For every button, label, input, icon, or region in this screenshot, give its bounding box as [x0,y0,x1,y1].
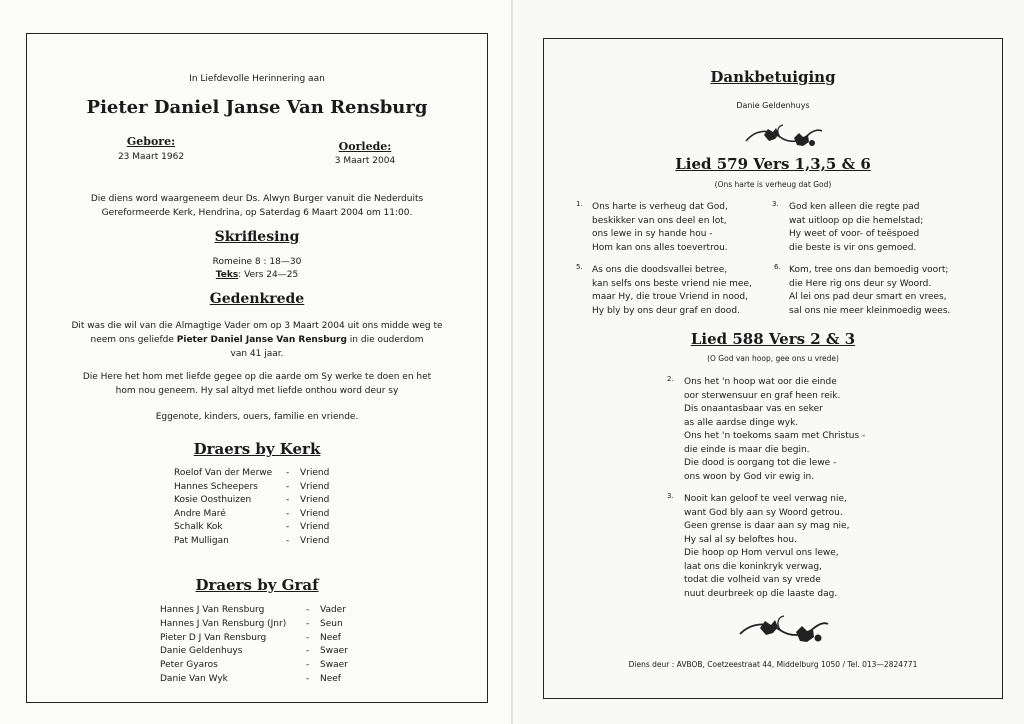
bearer-dash: - [286,508,290,519]
memorial-line-5: hom nou geneem. Hy sal altyd met liefde onthou word deur sy [115,386,399,396]
bearer-dash: - [306,632,310,643]
hymn1-verse-3 [789,201,923,255]
bearer-role: Swaer [320,660,348,671]
verse-line: oor sterwensuur en graf heen reik. [684,390,841,401]
verse-line: Ons harte is verheug dat God, [592,202,728,212]
bearer-row [174,482,329,496]
bearer-name: Andre Maré [174,508,226,519]
bearer-role: Vader [320,605,346,615]
bearer-role: Vriend [300,535,330,546]
service-line-2: Gereformeerde Kerk, Hendrina, op Saterdag 6 Maart 2004 om 11:00. [101,208,413,218]
bearer-name: Hannes Scheepers [174,481,258,492]
died-label: Oorlede: [338,140,392,153]
hymn1-verse-5 [592,264,752,318]
bearer-row [160,605,348,619]
bearer-name: Hannes J Van Rensburg [160,605,265,615]
text-verse-line [26,270,488,280]
bearer-role: Vriend [300,481,330,492]
bearer-name: Peter Gyaros [160,660,218,671]
bearer-row [174,509,329,523]
memorial-line-3: van 41 jaar. [230,349,284,359]
verse-line: as alle aardse dinge wyk. [684,417,799,428]
memorial-line-2-post: in die ouderdom [346,335,424,345]
verse-line: die Here rig ons deur sy Woord. [789,278,932,289]
vine-ornament-icon [742,121,826,149]
verse-line: nuut deurbreek op die laaste dag. [684,588,838,599]
hymn2-subtitle: (O God van hoop, gee ons u vrede) [707,354,839,363]
verse-line: Geen grense is daar aan sy mag nie, [684,521,850,531]
bearer-dash: - [286,468,290,478]
bearer-name: Kosie Oosthuizen [174,495,252,505]
verse-line: Hy bly by ons deur graf en dood. [592,305,740,316]
verse-line: todat die volheid van sy vrede [684,575,821,585]
bearer-dash: - [286,535,290,546]
bearer-dash: - [306,605,310,615]
bearer-role: Vriend [300,508,330,519]
verse-line: kan selfs ons beste vriend nie mee, [592,278,752,289]
hymn1-verse-6 [789,264,950,318]
verse-line: Die dood is oorgang tot die lewe - [684,458,837,468]
verse-line: As ons die doodsvallei betree, [592,265,728,275]
bearer-row [160,633,348,647]
born-label: Gebore: [126,135,176,148]
memorial-line-6: Eggenote, kinders, ouers, familie en vriende. [155,412,359,422]
bearer-dash: - [286,481,290,492]
text-value: : Vers 24—25 [238,270,299,280]
memorial-line-2 [26,335,488,345]
hymn1-subtitle: (Ons harte is verheug dat God) [714,180,832,189]
memorial-line-4: Die Here het hom met liefde gegee op die aarde om Sy werke te doen en het [82,372,432,382]
bearer-dash: - [306,646,310,657]
hymn1-title: Lied 579 Vers 1,3,5 & 6 [675,155,871,173]
text-label: Teks [215,270,239,280]
bearer-row [174,522,329,536]
verse-number: 2. [667,375,674,383]
thanks-name: Danie Geldenhuys [736,101,810,110]
bearer-role: Vriend [300,522,330,532]
hymn2-verse-3 [684,493,849,601]
bearer-name: Pieter D J Van Rensburg [160,632,267,643]
bearer-row [160,646,348,660]
bearer-row [174,468,329,482]
verse-line: ons lewe in sy hande hou - [592,229,713,239]
bearer-role: Swaer [320,646,348,657]
hymn1-verse-1 [592,201,728,255]
bearer-dash: - [306,660,310,671]
verse-line: laat ons die koninkryk verwag, [684,561,822,572]
bearer-row [160,660,348,674]
verse-line: Hy sal al sy beloftes hou. [684,534,797,545]
verse-number: 5. [576,263,583,271]
bearer-row [174,536,329,550]
verse-line: maar Hy, die troue Vriend in nood, [592,292,748,302]
memorial-line-1: Dit was die wil van die Almagtige Vader om op 3 Maart 2004 uit ons midde weg te [71,321,443,331]
verse-line: die beste is vir ons gemoed. [789,242,917,253]
bearer-dash: - [306,618,310,629]
bearer-row [160,674,348,688]
service-line-1: Die diens word waargeneem deur Ds. Alwyn Burger vanuit die Nederduits [90,194,424,204]
verse-line: beskikker van ons deel en lot, [592,215,727,226]
verse-line: wat uitloop op die hemelstad; [789,215,924,226]
died-date: 3 Maart 2004 [334,156,396,166]
verse-line: Ons het 'n hoop wat oor die einde [684,377,837,387]
bearer-name: Danie Geldenhuys [160,646,243,657]
verse-line: God ken alleen die regte pad [789,202,920,212]
memorial-name-bold: Pieter Daniel Janse Van Rensburg [176,335,347,345]
bearer-dash: - [286,522,290,532]
bearer-name: Danie Van Wyk [160,673,228,684]
bearer-dash: - [286,495,290,505]
church-bearers-heading: Draers by Kerk [193,440,321,458]
verse-line: want God bly aan sy Woord getrou. [684,507,843,518]
reading-text: Romeine 8 : 18—30 [212,257,302,267]
verse-number: 1. [576,200,583,208]
reading-heading: Skriflesing [214,229,300,245]
footer-text: Diens deur : AVBOB, Coetzeestraat 44, Middelburg 1050 / Tel. 013—2824771 [628,660,918,669]
verse-line: Ons het 'n toekoms saam met Christus - [684,431,866,441]
bearer-role: Vriend [300,468,330,478]
verse-line: Die hoop op Hom vervul ons lewe, [684,548,839,558]
verse-number: 3. [667,492,674,500]
verse-line: Kom, tree ons dan bemoedig voort; [789,265,949,275]
intro-text: In Liefdevolle Herinnering aan [189,74,325,84]
hymn2-title: Lied 588 Vers 2 & 3 [690,330,856,348]
bearer-row [160,619,348,633]
deceased-name: Pieter Daniel Janse Van Rensburg [86,97,428,118]
verse-line: Hy weet of voor- of teëspoed [789,229,920,239]
hymn2-verse-2 [684,376,865,484]
page-fold [511,0,513,724]
memorial-heading: Gedenkrede [209,291,305,307]
verse-line: Nooit kan geloof te veel verwag nie, [684,494,847,504]
verse-line: Al lei ons pad deur smart en vrees, [789,292,947,302]
verse-number: 6. [774,263,781,271]
bearer-row [174,495,329,509]
memorial-line-2-pre: neem ons geliefde [90,335,177,345]
born-date: 23 Maart 1962 [117,152,185,162]
verse-number: 3. [772,200,779,208]
verse-line: sal ons nie meer kleinmoedig wees. [789,305,951,316]
thanks-heading: Dankbetuiging [710,68,836,86]
grave-bearers-heading: Draers by Graf [195,576,319,594]
bearer-name: Schalk Kok [174,522,223,532]
church-bearers-list [174,468,329,549]
bearer-role: Seun [320,618,343,629]
bearer-name: Pat Mulligan [174,535,229,546]
verse-line: die einde is maar die begin. [684,444,810,455]
verse-line: ons woon by God vir ewig in. [684,471,815,482]
bearer-role: Vriend [300,495,330,505]
grave-bearers-list [160,605,348,688]
left-border-frame [26,33,488,703]
bearer-dash: - [306,673,310,684]
bearer-name: Hannes J Van Rensburg (Jnr) [160,618,287,629]
bearer-role: Neef [320,632,341,643]
bearer-role: Neef [320,673,341,684]
verse-line: Dis onaantasbaar vas en seker [684,404,823,414]
vine-ornament-icon [736,612,832,648]
verse-line: Hom kan ons alles toevertrou. [592,242,728,253]
bearer-name: Roelof Van der Merwe [174,468,273,478]
